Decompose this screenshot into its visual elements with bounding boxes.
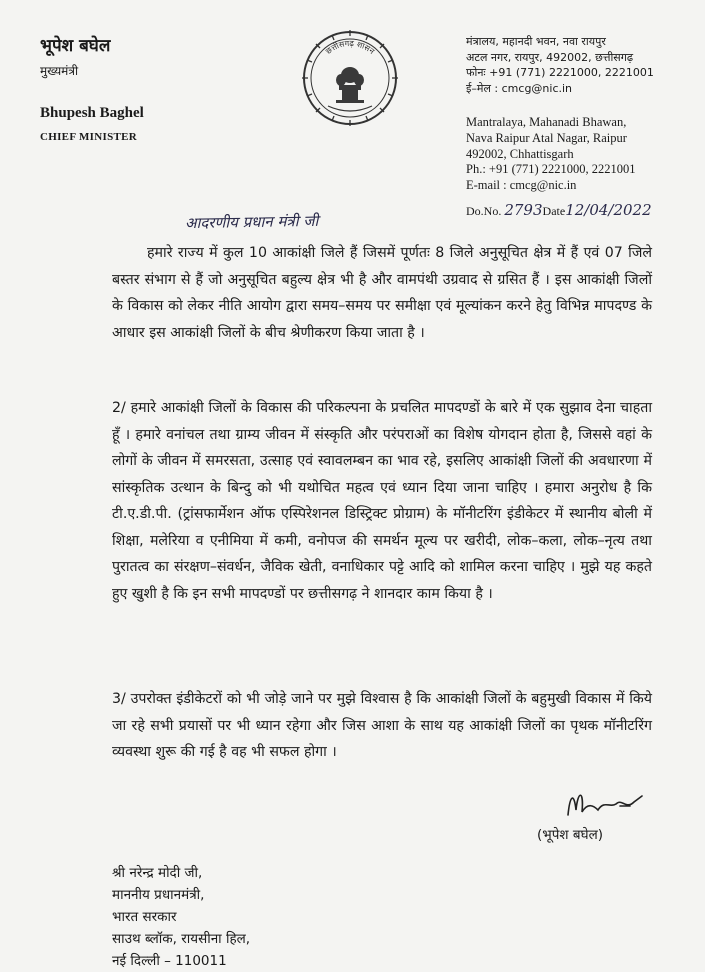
- address-english-line: Nava Raipur Atal Nagar, Raipur: [466, 130, 627, 145]
- date-label: Date: [542, 204, 566, 218]
- do-label: Do.No.: [466, 204, 505, 218]
- recipient-address: [112, 862, 250, 972]
- address-english-block: [466, 115, 636, 194]
- recipient-line: भारत सरकार: [112, 909, 177, 925]
- reference-line: [466, 201, 652, 219]
- salutation: आदरणीय प्रधान मंत्री जी: [184, 211, 319, 233]
- body-paragraph-2: 2/ हमारे आकांक्षी जिलों के विकास की परिकल्पना के प्रचलित मापदण्डों के बारे में एक सुझाव देना चाहता हूँ । हमारे वनांचल तथा ग्राम्य जीवन में संस्कृति और परंपराओं का विशेष योगदान होता है, जिससे वहां के लोगों के जीवन में समरसता, उत्साह एवं स्वावलम्बन का भाव रहे, इसलिए आकांक्षी जिलों की अवधारणा में सांस्कृतिक उत्थान के बिन्दु को भी यथोचित महत्व एवं ध्यान दिया जाना चाहिए । हमारा अनुरोध है कि टी.ए.डी.पी. (ट्रांसफार्मेशन ऑफ एस्पिरेशनल डिस्ट्रिक्ट प्रोग्राम) के मॉनीटरिंग इंडीकेटर में स्थानीय बोली में शिक्षा, मलेरिया व एनीमिया में कमी, वनोपज की समर्थन मूल्य पर खरीदी, लोक–कला, लोक–नृत्य तथा पुरातत्व का संरक्षण–संवर्धन, जैविक खेती, वनाधिकार पट्टे आदि को शामिल करना चाहिए । मुझे यह कहते हुए खुशी है कि इन सभी मापदण्डों पर छत्तीसगढ़ ने शानदार काम किया है ।: [112, 400, 652, 602]
- body-paragraph-1: हमारे राज्य में कुल 10 आकांक्षी जिले हैं जिसमें पूर्णतः 8 जिले अनुसूचित क्षेत्र में हैं एवं 07 जिले बस्तर संभाग से हैं जो अनुसूचित बहुल्य क्षेत्र भी है और वामपंथी उग्रवाद से ग्रसित हैं । इस आकांक्षी जिलों के विकास को लेकर नीति आयोग द्वारा समय–समय पर समीक्षा एवं मूल्यांकन करने हेतु विभिन्न मापदण्ड के आधार इस आकांक्षी जिलों के बीच श्रेणीकरण किया जाता है ।: [112, 245, 652, 341]
- body-paragraph-3: 3/ उपरोक्त इंडीकेटरों को भी जोड़े जाने पर मुझे विश्वास है कि आकांक्षी जिलों के बहुमुखी विकास में किये जा रहे सभी प्रयासों पर भी ध्यान रहेगा और जिस आशा के साथ यह आकांक्षी जिलों का पृथक मॉनीटरिंग व्यवस्था शुरू की गई है वह भी सफल होगा ।: [112, 691, 652, 760]
- recipient-line: श्री नरेन्द्र मोदी जी,: [112, 865, 203, 881]
- date-value: 12/04/2022: [565, 201, 652, 219]
- svg-text:छत्तीसगढ़ शासन: [324, 39, 377, 56]
- address-english-line: Ph.: +91 (771) 2221000, 2221001: [466, 162, 636, 177]
- emblem-text: छत्तीसगढ़ शासन: [323, 38, 377, 56]
- recipient-line: माननीय प्रधानमंत्री,: [112, 887, 205, 903]
- sender-title-hindi: मुख्यमंत्री: [40, 64, 79, 78]
- address-english-line: Mantralaya, Mahanadi Bhawan,: [466, 115, 627, 129]
- address-english-line: E-mail : cmcg@nic.in: [466, 178, 577, 193]
- address-hindi-block: [466, 34, 654, 96]
- sender-name-hindi: भूपेश बघेल: [40, 36, 111, 56]
- recipient-line: नई दिल्ली – 110011: [112, 953, 227, 969]
- state-emblem-seal: [300, 28, 400, 128]
- sender-title-english: CHIEF MINISTER: [40, 131, 138, 143]
- address-english-line: 492002, Chhattisgarh: [466, 146, 574, 161]
- address-hindi-line: अटल नगर, रायपुर, 492002, छत्तीसगढ़: [466, 50, 634, 64]
- address-hindi-line: मंत्रालय, महानदी भवन, नवा रायपुर: [466, 35, 606, 48]
- signatory-name: (भूपेश बघेल): [537, 827, 604, 843]
- address-hindi-line: फोनः +91 (771) 2221000, 2221001: [466, 66, 654, 79]
- address-hindi-line: ई–मेल : cmcg@nic.in: [466, 81, 573, 95]
- do-number: 2793: [504, 201, 543, 219]
- recipient-line: साउथ ब्लॉक, रायसीना हिल,: [112, 931, 251, 947]
- signature-scribble: [560, 780, 650, 830]
- sender-name-english: Bhupesh Baghel: [40, 105, 144, 121]
